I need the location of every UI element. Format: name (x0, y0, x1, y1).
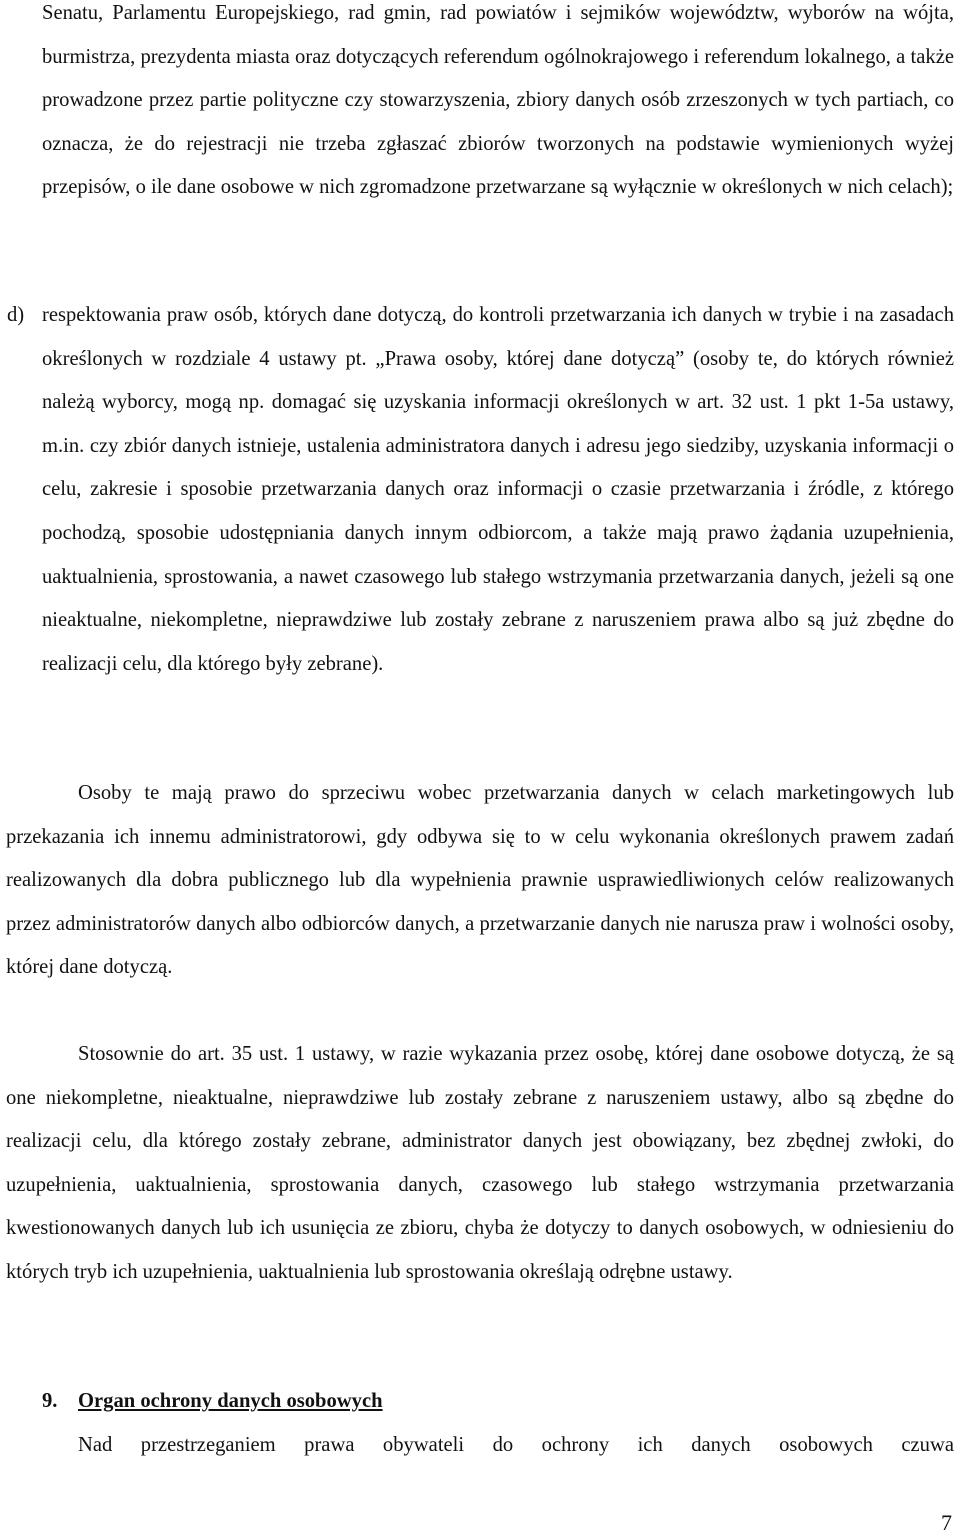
page-number: 7 (941, 1510, 952, 1535)
paragraph-right-to-object: Osoby te mają prawo do sprzeciwu wobec przetwarzania danych w celach marketingowych lub przekazania ich innemu administratorowi, gdy odbywa się to w celu wykonania określonych prawem zadań realizowanych dla dobra publicznego lub dla wypełnienia prawnie usprawiedliwionych celów realizowanych przez administratorów danych albo odbiorców danych, a przetwarzanie danych nie narusza praw i wolności osoby, której dane dotyczą. (6, 782, 954, 979)
paragraph-art-35: Stosownie do art. 35 ust. 1 ustawy, w razie wykazania przez osobę, której dane osobowe dotyczą, że są one niekompletne, nieaktualne, nieprawdziwe lub zostały zebrane z naruszeniem ustawy, albo są zbędne do realizacji celu, dla którego zostały zebrane, administrator danych jest obowiązany, bez zbędnej zwłoki, do uzupełnienia, uaktualnienia, sprostowania danych, czasowego lub stałego wstrzymania przetwarzania kwestionowanych danych lub ich usunięcia ze zbioru, chyba że dotyczy to danych osobowych, w odniesieniu do których tryb ich uzupełnienia, uaktualnienia lub sprostowania określają odrębne ustawy. (6, 1043, 954, 1283)
section-number: 9. (42, 1390, 58, 1412)
list-item-d-text: respektowania praw osób, których dane dotyczą, do kontroli przetwarzania ich danych w trybie i na zasadach określonych w rozdziale 4 ustawy pt. „Prawa osoby, której dane dotyczą” (osoby te, do których również należą wyborcy, mogą np. domagać się uzyskania informacji określonych w art. 32 ust. 1 pkt 1-5a ustawy, m.in. czy zbiór danych istnieje, ustalenia administratora danych i adresu jego siedziby, uzyskania informacji o celu, zakresie i sposobie przetwarzania danych oraz informacji o czasie przetwarzania i źródle, z którego pochodzą, sposobie udostępniania danych innym odbiorcom, a także mają prawo żądania uzupełnienia, uaktualnienia, sprostowania, a nawet czasowego lub stałego wstrzymania przetwarzania danych, jeżeli są one nieaktualne, niekompletne, nieprawdziwe lub zostały zebrane z naruszeniem prawa albo są już zbędne do realizacji celu, dla którego były zebrane). (42, 304, 954, 675)
section-first-line: Nad przestrzeganiem prawa obywateli do ochrony ich danych osobowych czuwa (78, 1434, 954, 1456)
list-item-marker-d: d) (7, 304, 25, 326)
section-title: Organ ochrony danych osobowych (78, 1390, 383, 1412)
continuation-paragraph: Senatu, Parlamentu Europejskiego, rad gmin, rad powiatów i sejmików województw, wyborów na wójta, burmistrza, prezydenta miasta oraz dotyczących referendum ogólnokrajowego i referendum lokalnego, a także prowadzone przez partie polityczne czy stowarzyszenia, zbiory danych osób zrzeszonych w tych partiach, co oznacza, że do rejestracji nie trzeba zgłaszać zbiorów tworzonych na podstawie wymienionych wyżej przepisów, o ile dane osobowe w nich zgromadzone przetwarzane są wyłącznie w określonych w nich celach); (42, 2, 954, 199)
section-heading (42, 1380, 383, 1424)
